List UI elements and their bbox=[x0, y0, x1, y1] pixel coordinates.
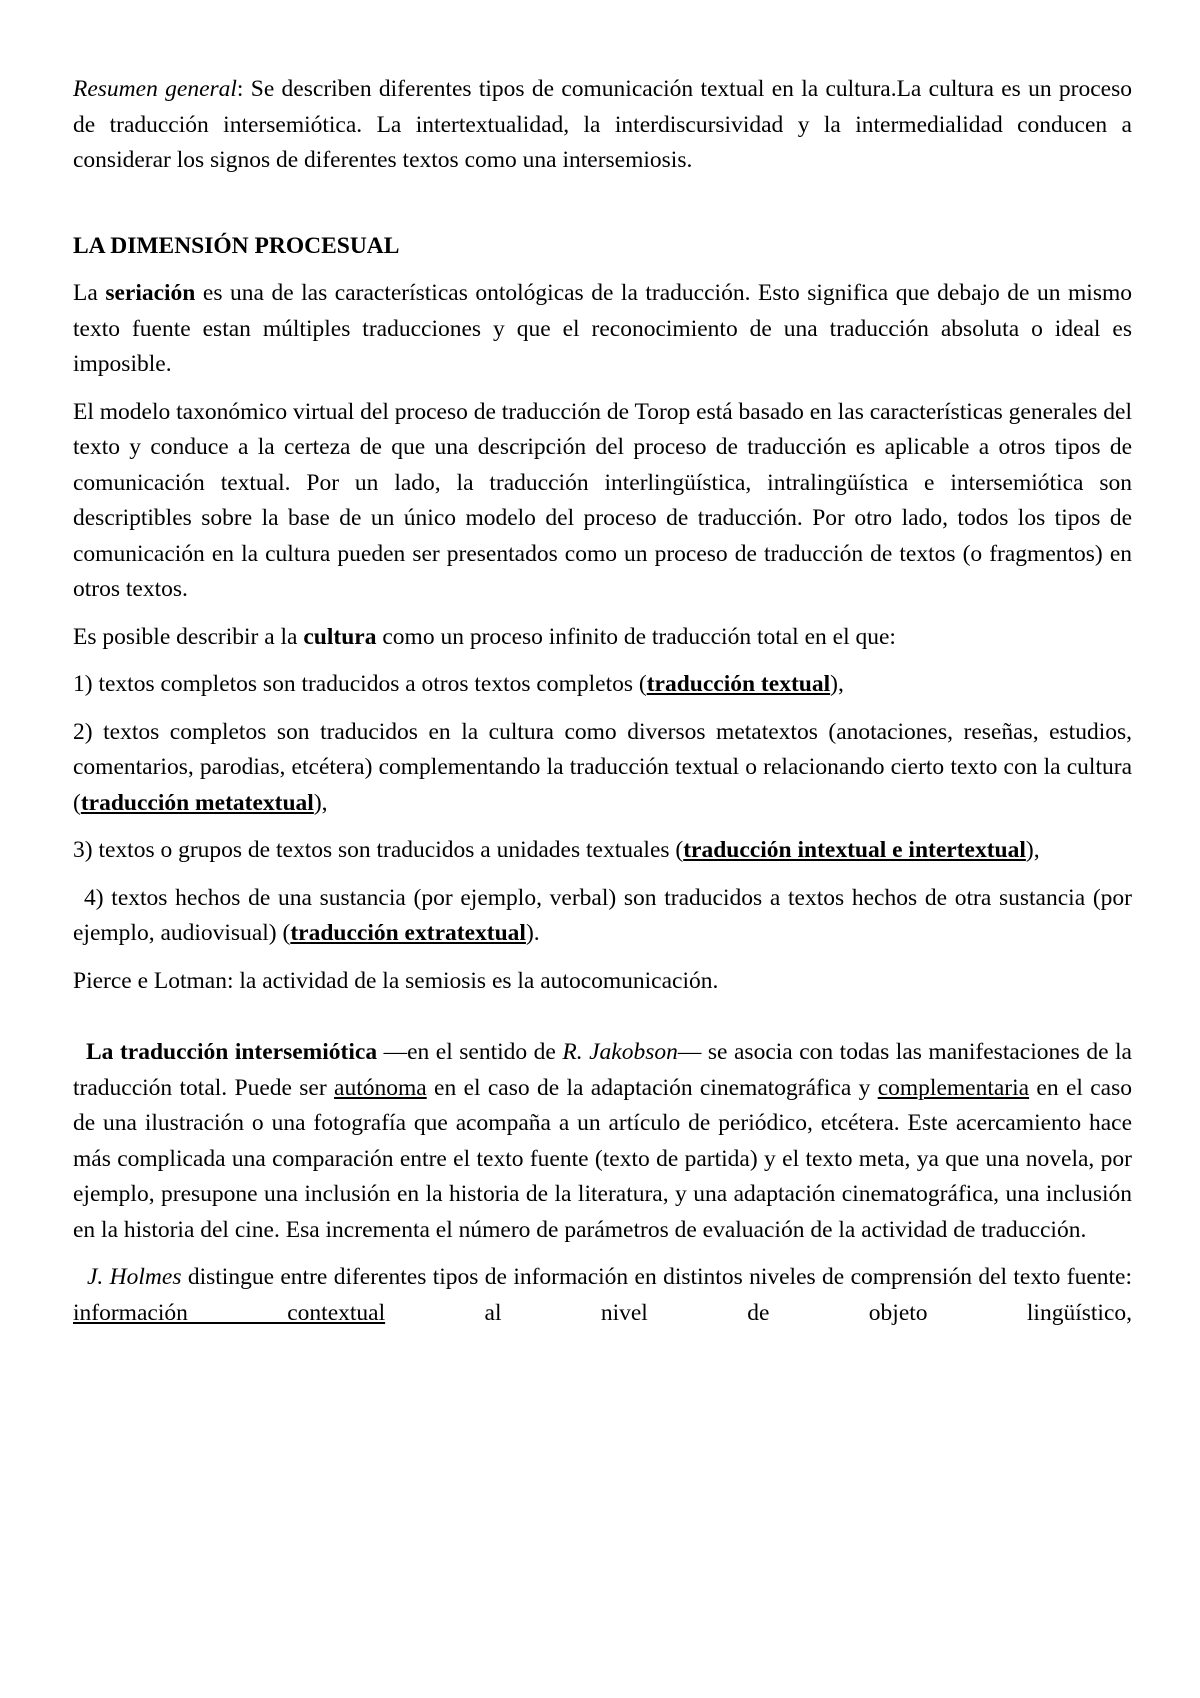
text-run: ), bbox=[313, 789, 328, 816]
text-run: en el caso de una ilustración o una fotografía que acompaña a un artículo de periódico, etcétera. Este acercamiento hace más complicada una comparación entre el texto fuente (texto de partida) y el texto meta, ya que una novela, por ejemplo, presupone una inclusión en la historia de la literatura, y una adaptación cinematográfica, una inclusión en la historia del cine. Esa incrementa el número de parámetros de evaluación de la actividad de traducción. bbox=[73, 1074, 1132, 1243]
paragraph-cultura bbox=[73, 620, 1132, 656]
author-holmes: J. Holmes bbox=[87, 1264, 182, 1290]
text-run: La bbox=[73, 280, 106, 306]
text-run: al nivel de objeto lingüístico, bbox=[385, 1299, 1133, 1326]
text-run: 1) textos completos son traducidos a otros textos completos ( bbox=[73, 671, 647, 697]
text-run: ), bbox=[1025, 837, 1040, 863]
term-traduccion-metatextual: traducción metatextual bbox=[80, 789, 314, 816]
text-run: ), bbox=[830, 671, 844, 697]
list-item-2 bbox=[73, 715, 1132, 822]
term-traduccion-intersemiotica: La traducción intersemiótica bbox=[86, 1039, 378, 1065]
list-item-3 bbox=[73, 833, 1132, 869]
summary-paragraph bbox=[73, 72, 1132, 179]
text-run: 2) textos completos son traducidos en la cultura como diversos metatextos (anotaciones, reseñas, estudios, comentarios, parodias, etcétera) complementando la traducción textual o relacionando cierto texto con la cultura ( bbox=[73, 718, 1132, 816]
text-run: 4) textos hechos de una sustancia (por ejemplo, verbal) son traducidos a textos hechos de otra sustancia (por ejemplo, audiovisual) ( bbox=[73, 884, 1132, 946]
list-item-1 bbox=[73, 667, 1132, 703]
term-traduccion-textual: traducción textual bbox=[646, 671, 831, 697]
paragraph-holmes bbox=[73, 1260, 1132, 1331]
text-run: como un proceso infinito de traducción total en el que: bbox=[376, 623, 896, 650]
text-run: distingue entre diferentes tipos de información en distintos niveles de comprensión del texto fuente: bbox=[181, 1264, 1132, 1290]
paragraph-intersemiotica bbox=[73, 1035, 1132, 1248]
term-informacion-contextual: información contextual bbox=[73, 1299, 386, 1326]
term-cultura: cultura bbox=[303, 623, 377, 650]
paragraph-modelo: El modelo taxonómico virtual del proceso de traducción de Torop está basado en las características generales del texto y conduce a la certeza de que una descripción del proceso de traducción es aplicable a otros tipos de comunicación textual. Por un lado, la traducción interlingüística, intralingüística e intersemiótica son descriptibles sobre la base de un único modelo del proceso de traducción. Por otro lado, todos los tipos de comunicación en la cultura pueden ser presentados como un proceso de traducción de textos (o fragmentos) en otros textos. bbox=[73, 398, 1132, 602]
text-run: Es posible describir a la bbox=[73, 623, 304, 650]
text-run: en el caso de la adaptación cinematográfica y bbox=[426, 1074, 878, 1101]
text-run: es una de las características ontológicas de la traducción. Esto significa que debajo de un mismo texto fuente estan múltiples traducciones y que el reconocimiento de una traducción absoluta o ideal es imposible. bbox=[73, 280, 1132, 377]
summary-label: Resumen general bbox=[73, 76, 237, 102]
term-traduccion-intextual: traducción intextual e intertextual bbox=[683, 837, 1026, 863]
text-run: ). bbox=[525, 920, 540, 946]
text-run: —en el sentido de bbox=[377, 1039, 563, 1065]
text-run: 3) textos o grupos de textos son traducidos a unidades textuales ( bbox=[73, 837, 684, 863]
author-jakobson: R. Jakobson bbox=[562, 1039, 678, 1065]
term-traduccion-extratextual: traducción extratextual bbox=[290, 920, 526, 946]
paragraph-pierce: Pierce e Lotman: la actividad de la semiosis es la autocomunicación. bbox=[73, 967, 719, 994]
list-item-4 bbox=[73, 881, 1132, 952]
section-heading: LA DIMENSIÓN PROCESUAL bbox=[73, 232, 400, 259]
paragraph-seriacion bbox=[73, 276, 1132, 383]
text-run: — se asocia con todas las manifestaciones de la traducción total. Puede ser bbox=[73, 1039, 1132, 1101]
term-seriacion: seriación bbox=[105, 280, 196, 306]
term-complementaria: complementaria bbox=[877, 1074, 1030, 1101]
term-autonoma: autónoma bbox=[334, 1074, 427, 1101]
summary-text: : Se describen diferentes tipos de comunicación textual en la cultura.La cultura es un proceso de traducción intersemiótica. La intertextualidad, la interdiscursividad y la intermedialidad conducen a considerar los signos de diferentes textos como una intersemiosis. bbox=[73, 76, 1132, 173]
